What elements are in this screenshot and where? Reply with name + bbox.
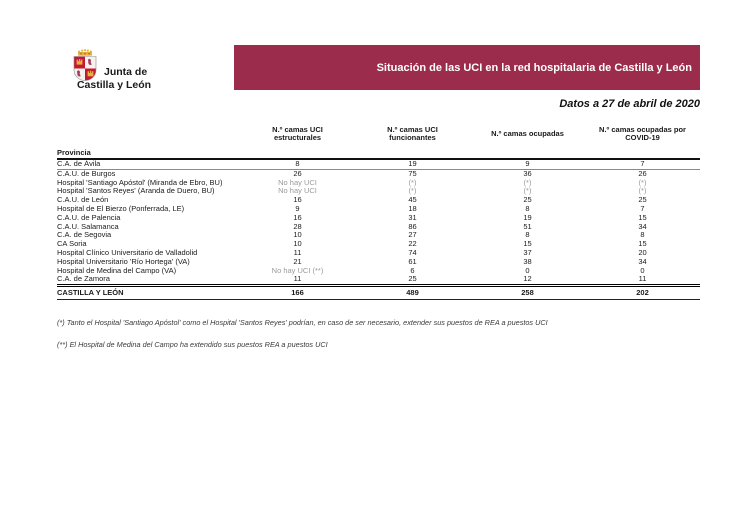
table-header	[57, 121, 700, 160]
provincia-header: Provincia	[57, 148, 91, 157]
column-header-spacer	[57, 121, 240, 147]
value-cell: 21	[293, 256, 302, 266]
value-cell: 26	[293, 168, 302, 178]
column-header-funcionantes: N.º camas UCI funcionantes	[387, 124, 438, 142]
value-cell: 25	[408, 274, 417, 284]
value-cell: 8	[295, 159, 300, 168]
table-row	[57, 231, 700, 240]
province-cell: C.A.U. de León	[57, 195, 109, 205]
title-banner	[234, 45, 700, 90]
logo-text-line1: Junta de	[104, 66, 148, 78]
value-cell: 22	[408, 239, 417, 249]
value-cell: 7	[640, 159, 645, 168]
value-cell: 20	[638, 247, 647, 257]
province-cell: C.A.U. de Palencia	[57, 212, 121, 222]
value-cell: 0	[640, 265, 645, 275]
value-cell: 10	[293, 230, 302, 240]
value-cell: 27	[408, 230, 417, 240]
value-cell: No hay UCI	[278, 177, 317, 187]
column-header-covid: N.º camas ocupadas por COVID-19	[599, 124, 686, 142]
province-cell: Hospital Clínico Universitario de Valladolid	[57, 247, 198, 257]
value-cell: 9	[525, 159, 530, 168]
footnotes	[57, 318, 697, 349]
province-cell: Hospital de El Bierzo (Ponferrada, LE)	[57, 203, 185, 213]
value-cell: 15	[638, 239, 647, 249]
province-cell: C.A.U. Salamanca	[57, 221, 119, 231]
value-cell: 15	[638, 212, 647, 222]
value-cell: 86	[408, 221, 417, 231]
value-cell: 11	[293, 274, 302, 284]
value-cell: 26	[638, 168, 647, 178]
table-row	[57, 275, 700, 284]
value-cell: 0	[525, 265, 530, 275]
province-cell: C.A. de Ávila	[57, 159, 101, 168]
value-cell: 34	[638, 256, 647, 266]
value-cell: 16	[293, 195, 302, 205]
province-cell: C.A. de Segovia	[57, 230, 112, 240]
value-cell: (*)	[523, 177, 532, 187]
table-row	[57, 223, 700, 232]
column-header-estructurales: N.º camas UCI estructurales	[272, 124, 323, 142]
value-cell: 9	[295, 203, 300, 213]
value-cell: 45	[408, 195, 417, 205]
table-row	[57, 214, 700, 223]
total-value-cell: 202	[636, 288, 649, 298]
value-cell: 36	[523, 168, 532, 178]
table-total-row	[57, 284, 700, 300]
value-cell: 37	[523, 247, 532, 257]
value-cell: 51	[523, 221, 532, 231]
value-cell: 75	[408, 168, 417, 178]
total-value-cell: 166	[291, 288, 304, 298]
value-cell: 8	[525, 203, 530, 213]
value-cell: 74	[408, 247, 417, 257]
total-value-cell: 258	[521, 288, 534, 298]
value-cell: (*)	[408, 177, 417, 187]
value-cell: 34	[638, 221, 647, 231]
footnote-asterisk: (*) Tanto el Hospital 'Santiago Apóstol' como el Hospital 'Santos Reyes' podrían, en caso de ser necesario, extender sus puestos de REA a puestos UCI	[57, 318, 548, 327]
table-row	[57, 187, 700, 196]
total-label: CASTILLA Y LEÓN	[57, 288, 124, 298]
value-cell: No hay UCI	[278, 186, 317, 196]
province-cell: Hospital 'Santos Reyes' (Aranda de Duero, BU)	[57, 186, 215, 196]
province-cell: Hospital 'Santiago Apóstol' (Miranda de Ebro, BU)	[57, 177, 223, 187]
value-cell: 16	[293, 212, 302, 222]
value-cell: 12	[523, 274, 532, 284]
table-row	[57, 205, 700, 214]
value-cell: 25	[523, 195, 532, 205]
province-cell: Hospital de Medina del Campo (VA)	[57, 265, 177, 275]
value-cell: (*)	[523, 186, 532, 196]
value-cell: 6	[410, 265, 415, 275]
value-cell: 11	[293, 247, 302, 257]
value-cell: 10	[293, 239, 302, 249]
value-cell: 8	[525, 230, 530, 240]
value-cell: 8	[640, 230, 645, 240]
value-cell: 19	[408, 159, 417, 168]
value-cell: No hay UCI (**)	[271, 265, 324, 275]
footnote-double-asterisk: (**) El Hospital de Medina del Campo ha extendido sus puestos REA a puestos UCI	[57, 340, 328, 349]
junta-castilla-leon-logo	[58, 48, 170, 94]
value-cell: (*)	[408, 186, 417, 196]
column-header-ocupadas: N.º camas ocupadas	[491, 128, 564, 138]
value-cell: (*)	[638, 177, 647, 187]
value-cell: 61	[408, 256, 417, 266]
value-cell: 11	[638, 274, 647, 284]
logo-text-line2: Castilla y León	[76, 79, 152, 91]
value-cell: 19	[523, 212, 532, 222]
province-cell: Hospital Universitario 'Río Hortega' (VA)	[57, 256, 190, 266]
value-cell: 31	[408, 212, 417, 222]
value-cell: (*)	[638, 186, 647, 196]
table-row	[57, 160, 700, 170]
province-cell: C.A.U. de Burgos	[57, 168, 116, 178]
table-row	[57, 267, 700, 276]
province-cell: C.A. de Zamora	[57, 274, 110, 284]
page-title: Situación de las UCI en la red hospitalaria de Castilla y León	[376, 61, 692, 74]
total-value-cell: 489	[406, 288, 419, 298]
value-cell: 38	[523, 256, 532, 266]
uci-table	[57, 121, 700, 300]
value-cell: 7	[640, 203, 645, 213]
value-cell: 18	[408, 203, 417, 213]
value-cell: 25	[638, 195, 647, 205]
data-date-line: Datos a 27 de abril de 2020	[559, 98, 700, 110]
value-cell: 28	[293, 221, 302, 231]
province-cell: CA Soria	[57, 239, 87, 249]
value-cell: 15	[523, 239, 532, 249]
